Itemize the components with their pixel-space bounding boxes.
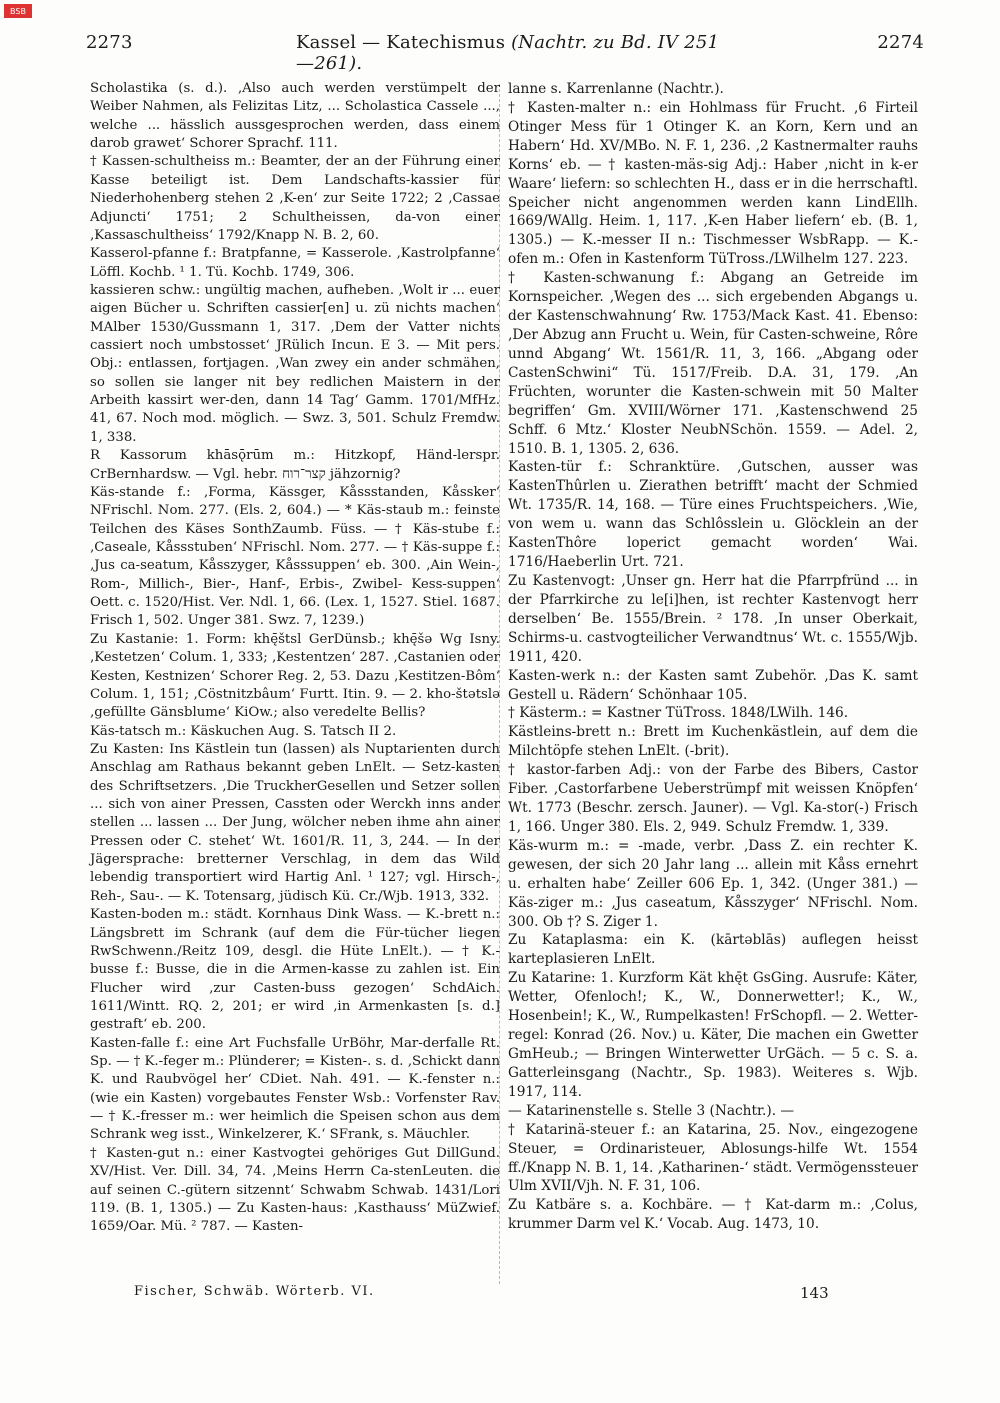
entry: kassieren schw.: ungültig machen, aufheben. ‚Wolt ir ... euer aigen Bücher u. Schriften cassier[en] u. zü nichts machen‘ MAlber 1530/Gussmann 1, 317. ‚Dem der Vatter nichts cassiert noch umbstosset‘ JRülich Incun. E 3. — Mit pers. Obj.: entlassen, fortjagen. ‚Wan zwey ein ander schmähen, so sollen sie langer nit bey redlichen Maistern in der Arbeith kassirt wer-den, dann 14 Tag‘ Gamm. 1701/MfHz. 41, 67. Noch mod. möglich. — Swz. 3, 501. Schulz Fremdw. 1, 338. (90, 282, 500, 445)
page-number-right: 2274 (877, 32, 924, 53)
entry: lanne s. Karrenlanne (Nachtr.). (508, 81, 724, 97)
entry: † Kasten-gut n.: einer Kastvogtei gehöriges Gut DillGund. XV/Hist. Ver. Dill. 34, 74. ‚Meins Herrn Ca-stenLeuten. die auf seinen C.-gütern sitzennt‘ Schwabm Schwab. 1431/Lori 119. (B. 1, 1305.) — Zu Kasten-haus: ‚Kasthauss‘ MüZwief. 1659/Oar. Mü. ² 787. — Kasten- (90, 1145, 500, 1235)
entry: † Kassen-schultheiss m.: Beamter, der an der Führung einer Kasse beteiligt ist. Dem Landschafts-kassier für Niederhohenberg stehen 2 ‚K-en‘ zur Seite 1722; 2 ‚Cassae Adjuncti‘ 1751; 2 Schultheissen, da-von einer ‚Kassaschultheiss‘ 1792/Knapp N. B. 2, 60. (90, 154, 500, 243)
entry: Kasten-falle f.: eine Art Fuchsfalle UrBöhr, Mar-derfalle Rt. Sp. — † K.-feger m.: Plünderer; = Kisten-. s. d. ‚Schickt dann K. und Raubvögel her‘ CDiet. Nah. 491. — K.-fenster n.: (wie ein Kasten) vorgebautes Fenster Wsb.: Vorfenster Rav. — † K.-fresser m.: wer heimlich die Speisen schon aus dem Schrank weg isst., Winkelzerer, K.‘ SFrank, s. Mäuchler. (90, 1035, 501, 1143)
entry: R Kassorum khāsǭrūm m.: Hitzkopf, Händ-lerspr. CrBernhardsw. — Vgl. hebr. קצר־רוח jähzornig? (90, 448, 500, 482)
entry: Käs-tatsch m.: Käskuchen Aug. S. Tatsch II 2. (90, 723, 397, 739)
entry: Zu Kastanie: 1. Form: khę̄štsl GerDünsb.; khę̄šə Wg Isny. ‚Kestetzen‘ Colum. 1, 333; ‚Kestentzen‘ 287. ‚Castanien oder Kesten, Kestnizen‘ Schorer Reg. 2, 53. Dazu ‚Kestitzen-Bôm‘ Colum. 1, 151; ‚Cöstnitzbâum‘ Furtt. Itin. 9. — 2. kho-štətslə ‚gefüllte Gänsblume‘ KiOw.; also veredelte Bellis? (90, 631, 500, 721)
entry: † Katarinä-steuer f.: an Katarina, 25. Nov., eingezogene Steuer, = Ordinaristeuer, Ablosungs-hilfe Wt. 1554 ff./Knapp N. B. 1, 14. ‚Katharinen-‘ städt. Vermögenssteuer Ulm XVII/Vjh. N. F. 31, 106. (508, 1121, 918, 1195)
entry: Kasten-werk n.: der Kasten samt Zubehör. ‚Das K. samt Gestell u. Rädern‘ Schönhaar 105. (508, 667, 918, 703)
entry: Kasten-tür f.: Schranktüre. ‚Gutschen, ausser was KastenThûrlen u. Zierathen betrifft‘ macht der Schmied Wt. 1735/R. 14, 168. — Türe eines Fruchtspeichers. ‚Wie, von wem u. wann das Schlôsslein u. Glöcklein an der KastenThôre loperict gemacht worden‘ Wai. 1716/Haeberlin Urt. 721. (508, 459, 918, 571)
entry: Zu Kastenvogt: ‚Unser gn. Herr hat die Pfarrpfründ ... in der Pfarrkirche zu le[i]hen, ist rechter Kastenvogt herr derselben‘ Be. 1555/Brein. ² 178. ‚In unser Oberkait, Schirms-u. castvogteilicher Verwandtnus‘ Wt. c. 1555/Wjb. 1911, 420. (508, 572, 918, 665)
page-number-left: 2273 (86, 32, 133, 53)
entry: † Kästerm.: = Kastner TüTross. 1848/LWilh. 146. (508, 705, 849, 722)
page-header (86, 32, 924, 74)
left-column (90, 80, 500, 1237)
entry: Zu Kasten: Ins Kästlein tun (lassen) als Nuptarienten durch Anschlag am Rathaus bekannt geben LnElt. — Setz-kasten des Schriftsetzers. ‚Die TruckherGesellen und Setzer sollen ... sich von ainer Pressen, Cassten oder Werckh inns ander stellen ... lassen ... Der Jung, wölcher neben ihme ahn ainer Pressen oder C. stehet‘ Wt. 1601/R. 11, 3, 244. — In der Jägersprache: bretterner Verschlag, in dem das Wild lebendig transportiert wird Hartig Anl. ¹ 127; vgl. Hirsch-, Reh-, Sau-. — K. Totensarg, jüdisch Kü. Cr./Wjb. 1913, 332. (90, 741, 500, 904)
entry: Kästleins-brett n.: Brett im Kuchenkästlein, auf dem die Milchtöpfe stehen LnElt. (-brit). (508, 724, 918, 760)
entry: Kasserol-pfanne f.: Bratpfanne, = Kasserole. ‚Kastrolpfanne‘ Löffl. Kochb. ¹ 1. Tü. Kochb. 1749, 306. (90, 246, 500, 280)
running-title-note: (Nachtr. zu Bd. IV 251—261). (296, 32, 720, 74)
entry: † Kasten-schwanung f.: Abgang an Getreide im Kornspeicher. ‚Wegen des ... sich ergebenden Abgangs u. der Kastenschwahnung‘ Rw. 1753/Mack Kast. 41. Ebenso: ‚Der Abzug ann Frucht u. Wein, für Casten-schweine, Rôre unnd Abgang‘ Wt. 1561/R. 11, 3, 166. „Abgang oder CastenSchwini“ Tü. 1517/Freib. D.A. 31, 179. ‚An Früchten, worunter die Kasten-schwein mit 50 Malter begriffen‘ Gm. XVIII/Wörner 171. ‚Kastenschwend 25 Schff. 6 Mtz.‘ Kloster NeubNSchön. 1559. — Adel. 2, 1510. B. 1, 1305. 2, 636. (508, 270, 918, 457)
entry: — Katarinenstelle s. Stelle 3 (Nachtr.). — (508, 1102, 795, 1119)
entry: Zu Katarine: 1. Kurzform Kät khę̄t GsGing. Ausrufe: Käter, Wetter, Ofenloch!; K., W., Donnerwetter!; K., W., Hosenbein!; K., W., Rumpelkasten! FrSchopfl. — 2. Wetter-regel: Konrad (26. Nov.) u. Käter, Die machen ein Gwetter GmHeub.; — Bringen Winterwetter UrGäch. — 5 c. S. a. Gatterleinsgang (Nachtr., Sp. 1983). Weiteres s. Wjb. 1917, 114. (508, 970, 918, 1100)
entry: † Kasten-malter n.: ein Hohlmass für Frucht. ‚6 Firteil Otinger Mess für 1 Otinger K. an Korn, Kern und an Habern‘ Hd. XV/MBo. N. F. 1, 236. ‚2 Kastnermalter rauhs Korns‘ eb. — † kasten-mäs-sig Adj.: Haber ‚nicht in k-er Waare‘ liefern: so schlechten H., dass er in die herrschaftl. Speicher nicht angenommen werden kann LindEllh. 1669/WAllg. Heim. 1, 117. ‚K-en Haber liefern‘ eb. (B. 1, 1305.) — K.-messer II n.: Tischmesser WsbRapp. — K.-ofen m.: Ofen in Kastenform TüTross./LWilhelm 127. 223. (508, 99, 918, 268)
running-title (296, 32, 736, 74)
library-stamp: BSB (4, 4, 32, 18)
entry: Zu Katbäre s. a. Kochbäre. — † Kat-darm m.: ‚Colus, krummer Darm vel K.‘ Vocab. Aug. 1473, 10. (508, 1197, 918, 1233)
entry: Käs-stande f.: ‚Forma, Kässger, Kåssstanden, Kåssker‘ NFrischl. Nom. 277. (Els. 2, 604.) — * Käs-staub m.: feinste Teilchen des Käses SonthZaumb. Füss. — † Käs-stube f.: ‚Caseale, Kåssstuben‘ NFrischl. Nom. 277. — † Käs-suppe f.: ‚Jus ca-seatum, Kåsszyger, Kåsssuppen‘ eb. 300. ‚Ain Wein-, Rom-, Millich-, Bier-, Hanf-, Erbis-, Zwibel- Kess-suppen‘ Oett. c. 1520/Hist. Ver. Ndl. 1, 66. (Lex. 1, 1527. Stiel. 1687. Frisch 1, 502. Unger 381. Swz. 7, 1239.) (90, 484, 500, 629)
right-column (508, 80, 918, 1234)
entry: Scholastika (s. d.). ‚Also auch werden verstümpelt der Weiber Nahmen, als Felizitas Litz, ... Scholastica Cassele ..., welche ... hässlich aussgesprochen werden, dass einem darob grawet‘ Schorer Sprachf. 111. (90, 81, 500, 152)
entry: Kasten-boden m.: städt. Kornhaus Dink Wass. — K.-brett n.: Längsbrett im Schrank (auf dem die Für-tücher liegen RwSchwenn./Reitz 109, desgl. die Hüte LnElt.). — † K.-busse f.: Busse, die in die Armen-kasse zu zahlen ist. Ein Flucher wird ‚zur Casten-buss gezogen‘ SchdAich. 1611/Wintt. RQ. 2, 201; er wird ‚in Armenkasten [s. d.] gestraft‘ eb. 200. (90, 907, 500, 1033)
sheet-number: 143 (800, 1284, 829, 1302)
entry: Zu Kataplasma: ein K. (kārtəblās) auflegen heisst karteplasieren LnElt. (508, 932, 918, 968)
running-title-main: Kassel — Katechismus (296, 32, 506, 53)
entry: † kastor-farben Adj.: von der Farbe des Bibers, Castor Fiber. ‚Castorfarbene Ueberstrümpf mit weissen Knöpfen‘ Wt. 1773 (Beschr. zersch. Jauner). — Vgl. Ka-stor(-) Frisch 1, 166. Unger 380. Els. 2, 949. Schulz Fremdw. 1, 339. (508, 762, 918, 835)
footer-source: Fischer, Schwäb. Wörterb. VI. (134, 1284, 375, 1299)
entry: Käs-wurm m.: = -made, verbr. ‚Dass Z. ein rechter K. gewesen, der sich 20 Jahr lang ... allein mit Kåss ernehrt u. erhalten habe‘ Zeiller 606 Ep. 1, 342. (Unger 381.) — Käs-ziger m.: ‚Jus caseatum, Kåsszyger‘ NFrischl. Nom. 300. Ob †? S. Ziger 1. (508, 837, 918, 930)
